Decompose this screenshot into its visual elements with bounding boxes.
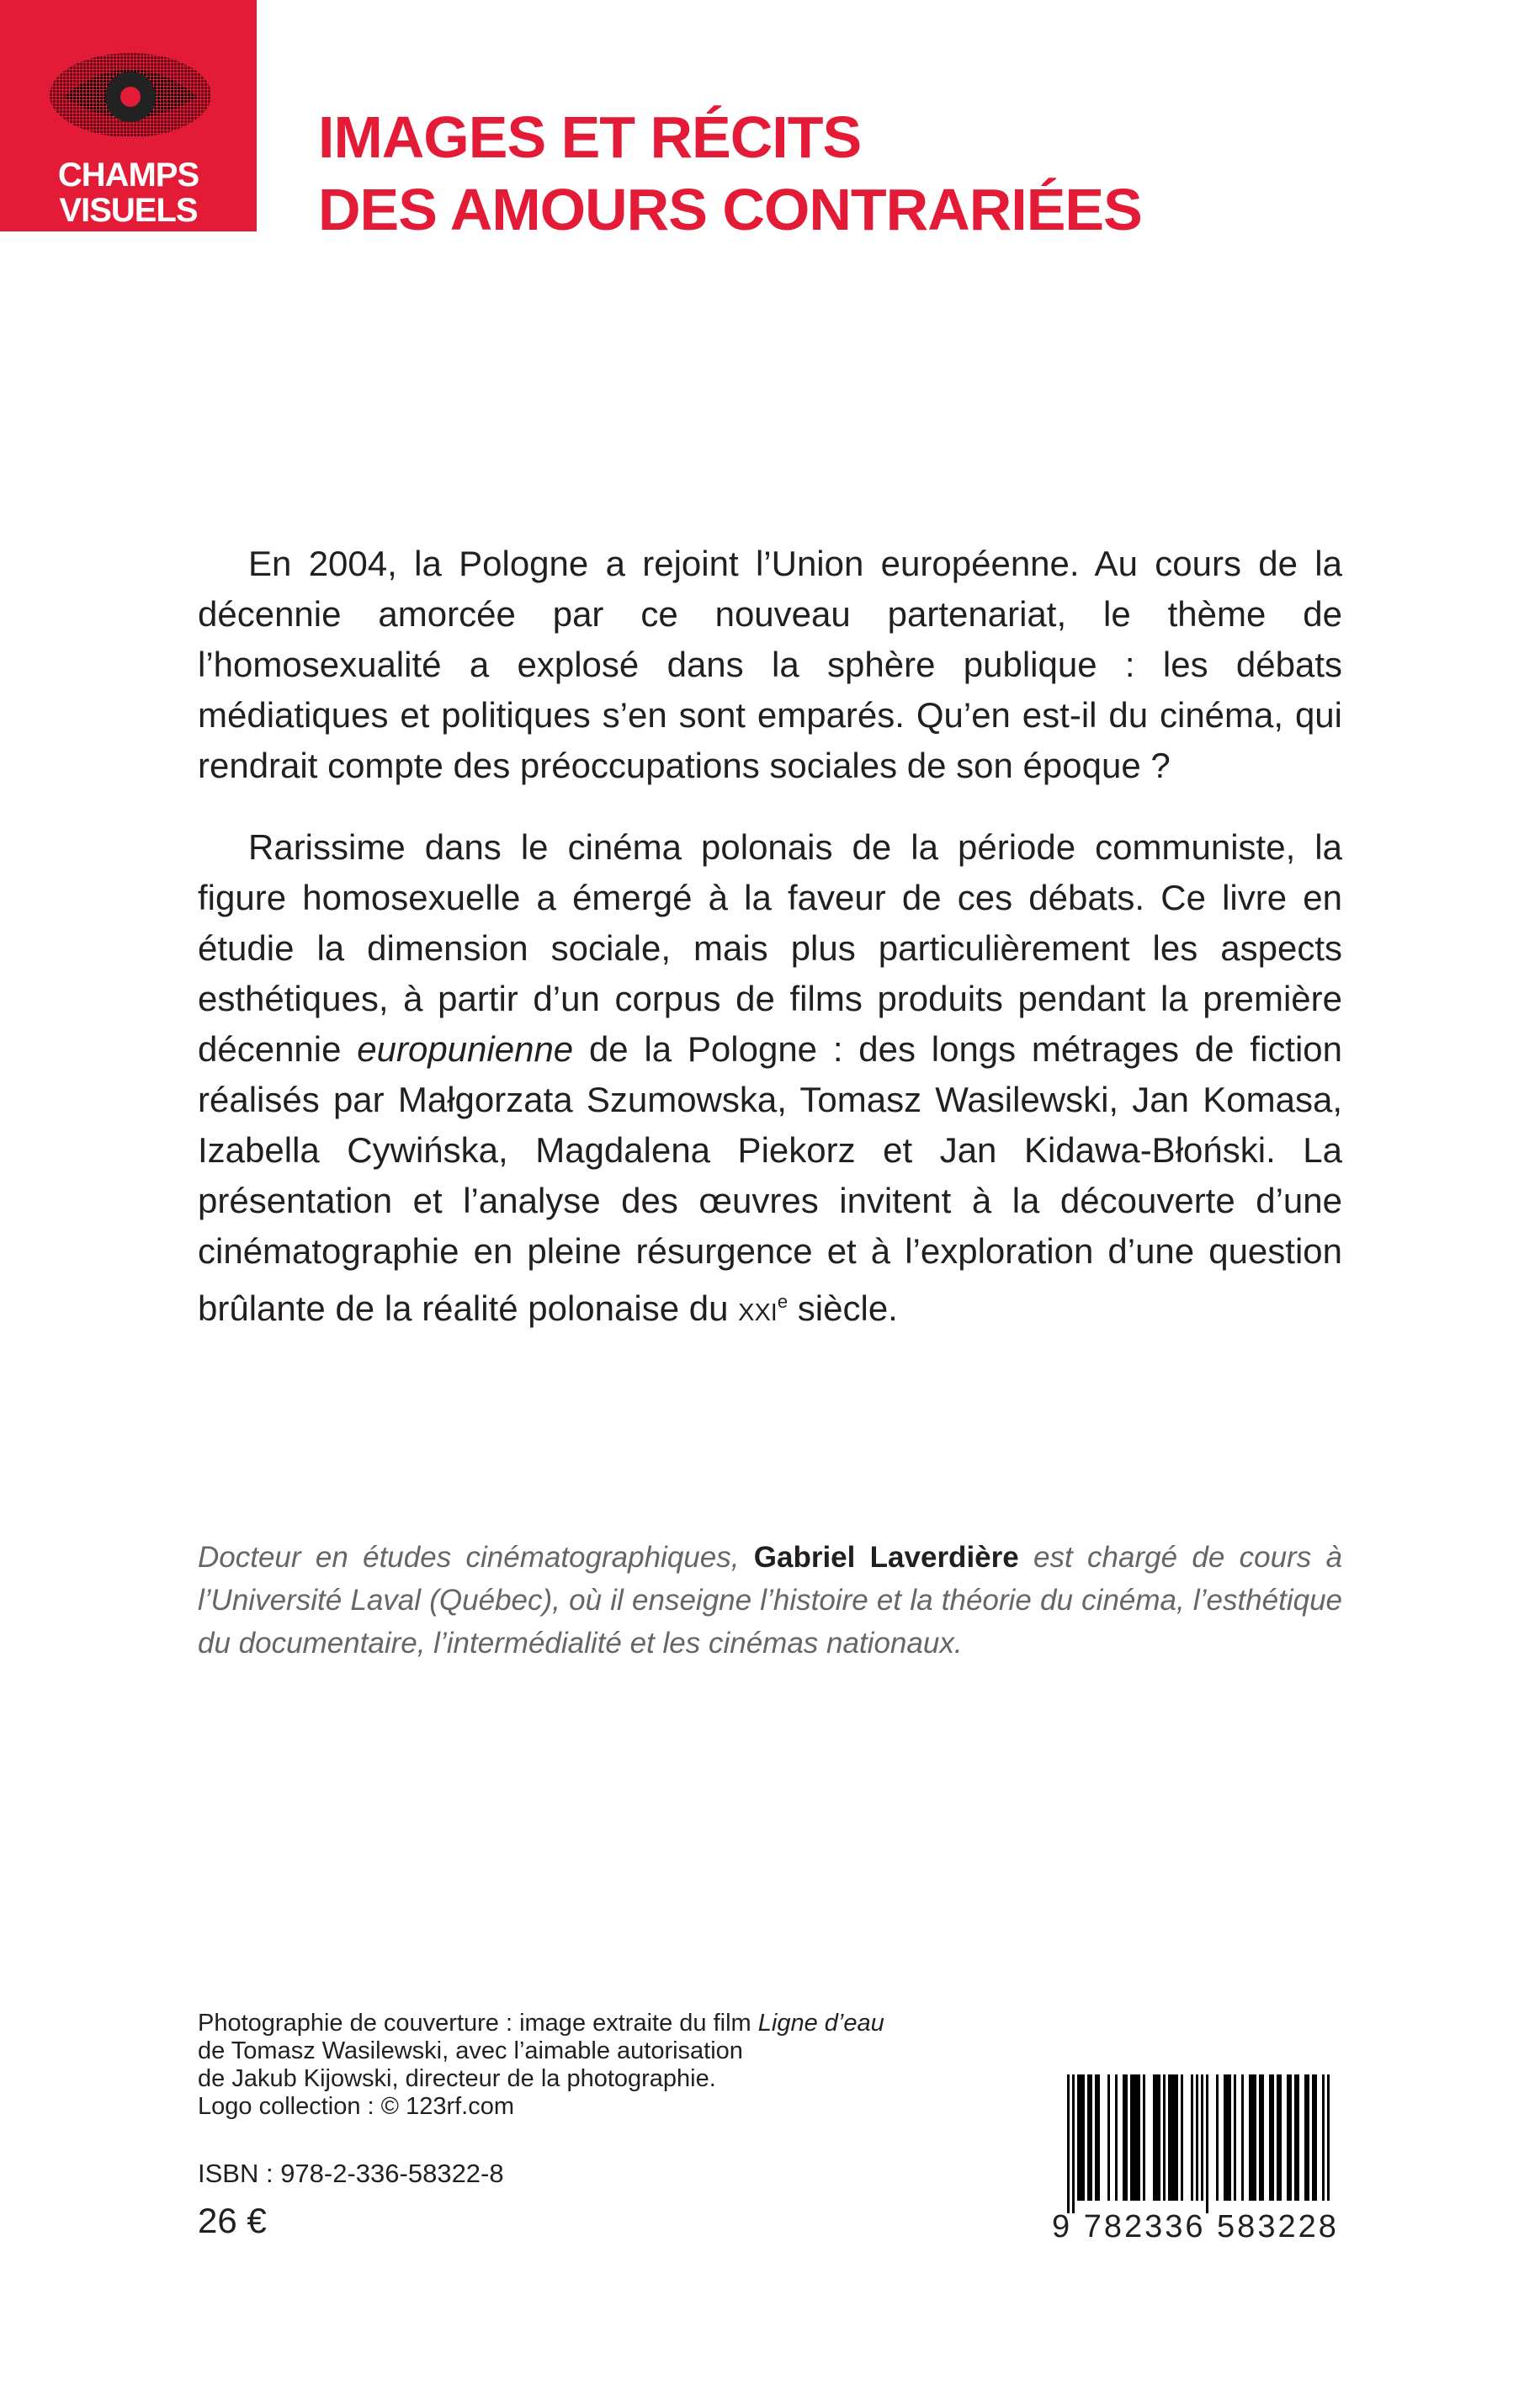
emphasis: europunienne (357, 1029, 574, 1069)
barcode (1052, 2074, 1346, 2243)
text: siècle. (788, 1288, 898, 1328)
superscript: e (777, 1291, 789, 1312)
summary-paragraph-2 (198, 822, 1342, 1334)
credit-line: Logo collection : © 123rf.com (198, 2093, 515, 2120)
text: Docteur en études cinématographiques, (198, 1541, 754, 1574)
text: est chargé de cours à l’Université Laval (Québec), où il enseigne l’histoire et la théorie du cinéma, l’esthétique du documentaire, l’intermédialité et les cinémas nationaux. (198, 1541, 1342, 1660)
collection-name-line1: CHAMPS (57, 157, 199, 194)
barcode-bars (1067, 2074, 1346, 2213)
text: Rarissime dans le cinéma polonais de la période communiste, la figure homosexuelle a émergé à la faveur de ces débats. Ce livre en étudie la dimension sociale, mais plus particulièrement les aspects esthétiques, à partir d’un corpus de films produits pendant la première décennie (198, 827, 1342, 1069)
film-title: Ligne d’eau (757, 2010, 884, 2037)
title-line2: DES AMOURS CONTRARIÉES (318, 177, 1142, 242)
isbn: ISBN : 978-2-336-58322-8 (198, 2159, 504, 2188)
collection-logo (0, 0, 257, 231)
text: de la Pologne : des longs métrages de fiction réalisés par Małgorzata Szumowska, Tomasz Wasilewski, Jan Komasa, Izabella Cywińska, Magdalena Piekorz et Jan Kidawa-Błoński. La présentation et l’analyse des œuvres invitent à la découverte d’une cinématographie en pleine résurgence et à l’exploration d’une question brûlante de la réalité polonaise du (198, 1029, 1342, 1328)
credit-line: de Tomasz Wasilewski, avec l’aimable autorisation (198, 2037, 743, 2064)
summary-paragraph-1: En 2004, la Pologne a rejoint l’Union européenne. Au cours de la décennie amorcée par ce nouveau partenariat, le thème de l’homosexualité a explosé dans la sphère publique : les débats médiatiques et politiques s’en sont emparés. Qu’en est-il du cinéma, qui rendrait compte des préoccupations sociales de son époque ? (198, 544, 1342, 785)
author-name: Gabriel Laverdière (753, 1541, 1019, 1574)
collection-name-line2: VISUELS (59, 192, 198, 229)
credit-line (198, 2010, 884, 2037)
century: xxi (738, 1288, 778, 1328)
eye-icon (46, 46, 215, 139)
book-title (318, 101, 1142, 246)
price: 26 € (198, 2201, 267, 2240)
author-bio (198, 1536, 1342, 1665)
photo-credits (198, 2010, 884, 2121)
text: Photographie de couverture : image extraite du film (198, 2010, 758, 2037)
credit-line: de Jakub Kijowski, directeur de la photographie. (198, 2065, 716, 2092)
summary (198, 539, 1342, 1365)
barcode-digits: 9 782336 583228 (1052, 2209, 1339, 2244)
title-line1: IMAGES ET RÉCITS (318, 104, 862, 170)
barcode-bar (1330, 2074, 1332, 2201)
